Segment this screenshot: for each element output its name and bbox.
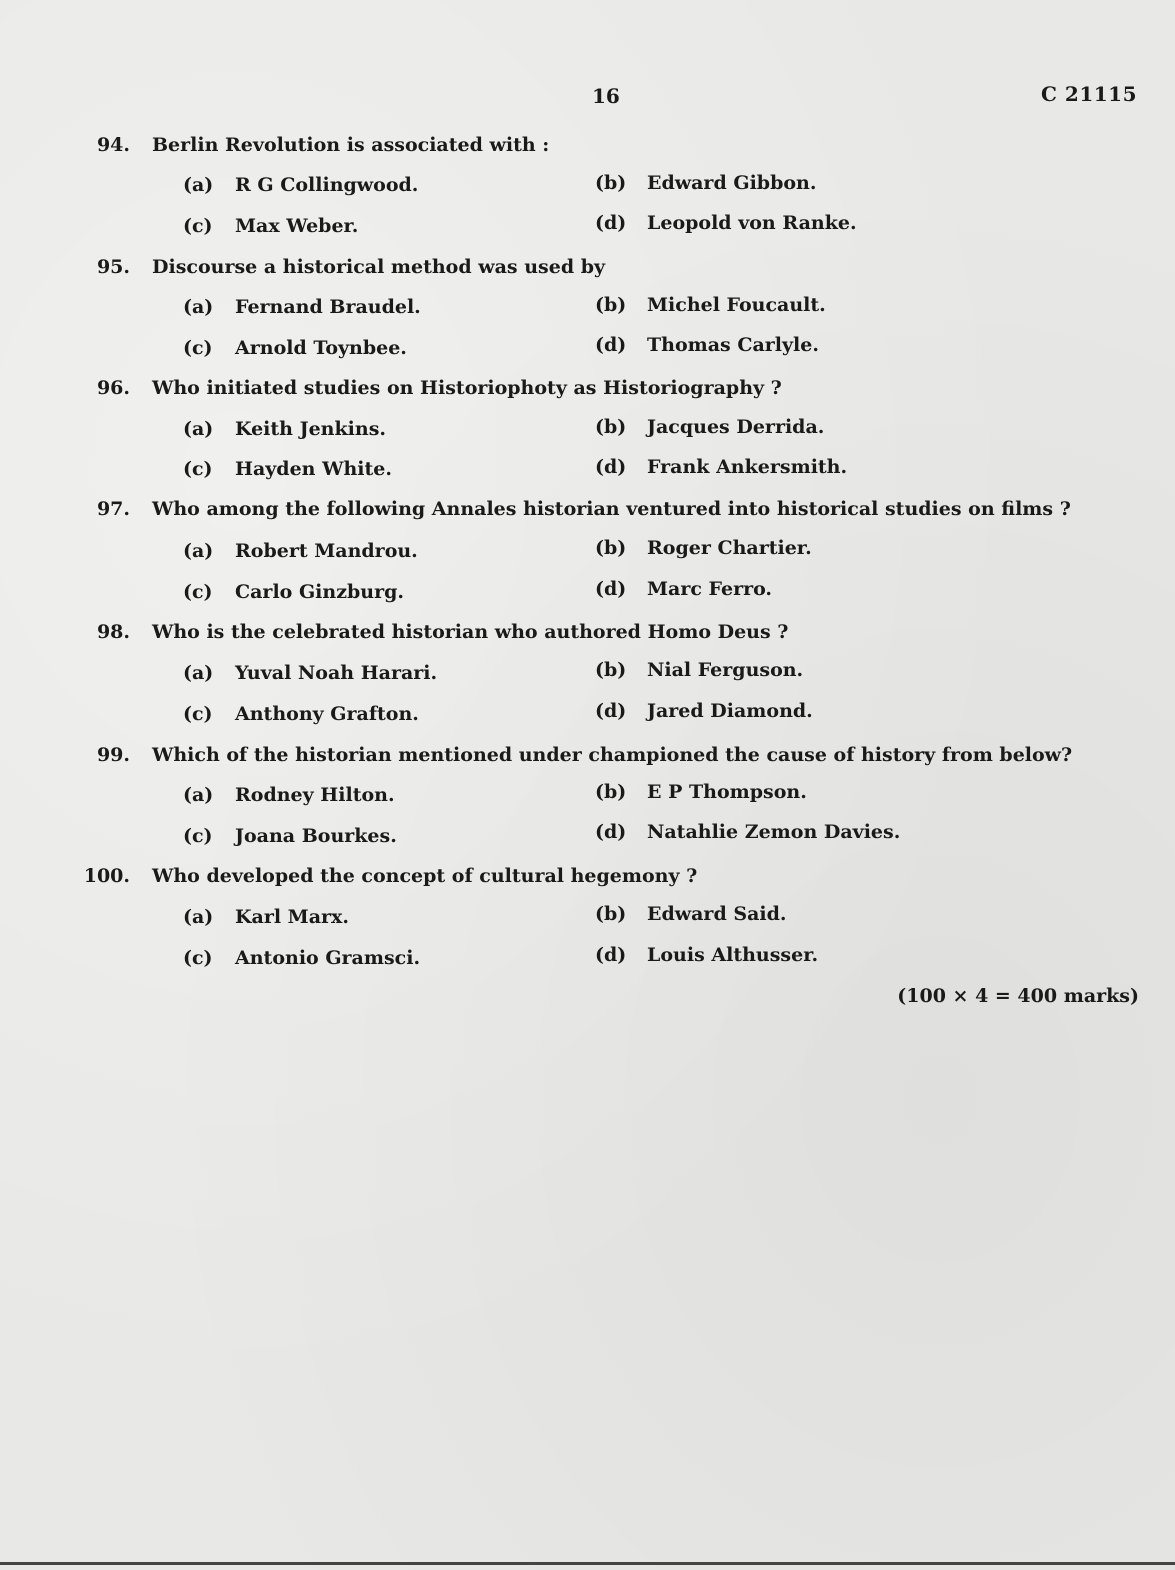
option-d [595, 821, 900, 843]
option-letter: (b) [595, 294, 627, 316]
option-letter: (c) [183, 947, 213, 969]
question-text: Who among the following Annales historian ventured into historical studies on films ? [152, 498, 1071, 520]
option-text: Michel Foucault. [647, 294, 826, 316]
option-text: Edward Gibbon. [647, 172, 817, 194]
question-text: Who initiated studies on Historiophoty as Historiography ? [152, 377, 782, 399]
question-text: Discourse a historical method was used by [152, 256, 606, 278]
option-d [595, 456, 847, 478]
option-letter: (c) [183, 703, 213, 725]
question-number: 97. [96, 498, 130, 520]
option-d [595, 334, 819, 356]
option-a [183, 540, 418, 562]
page-number: 16 [592, 84, 620, 108]
option-text: E P Thompson. [647, 781, 807, 803]
question-text: Who is the celebrated historian who authored Homo Deus ? [152, 621, 789, 643]
option-c [183, 337, 407, 359]
option-text: Max Weber. [235, 215, 359, 237]
option-d [595, 212, 857, 234]
option-b [595, 416, 824, 438]
option-text: Natahlie Zemon Davies. [647, 821, 901, 843]
option-c [183, 581, 404, 603]
option-d [595, 578, 772, 600]
total-marks: (100 × 4 = 400 marks) [897, 985, 1139, 1007]
question-number: 98. [96, 621, 130, 643]
option-text: Marc Ferro. [647, 578, 773, 600]
question-number: 96. [96, 377, 130, 399]
option-letter: (c) [183, 337, 213, 359]
option-text: Antonio Gramsci. [235, 947, 421, 969]
option-text: Louis Althusser. [647, 944, 819, 966]
option-text: Arnold Toynbee. [235, 337, 407, 359]
option-text: Rodney Hilton. [235, 784, 395, 806]
option-letter: (d) [595, 212, 627, 234]
option-text: Leopold von Ranke. [647, 212, 857, 234]
option-letter: (a) [183, 906, 214, 928]
option-b [595, 537, 812, 559]
option-letter: (a) [183, 174, 214, 196]
option-letter: (a) [183, 540, 214, 562]
option-letter: (a) [183, 296, 214, 318]
option-letter: (b) [595, 537, 627, 559]
option-text: Keith Jenkins. [235, 418, 387, 440]
option-c [183, 215, 358, 237]
question-number: 95. [96, 256, 130, 278]
option-c [183, 458, 392, 480]
option-a [183, 296, 421, 318]
option-letter: (c) [183, 825, 213, 847]
option-letter: (d) [595, 334, 627, 356]
option-text: Frank Ankersmith. [647, 456, 848, 478]
question-text: Who developed the concept of cultural hegemony ? [152, 865, 698, 887]
option-c [183, 825, 397, 847]
option-a [183, 174, 418, 196]
option-text: Karl Marx. [235, 906, 349, 928]
option-letter: (b) [595, 416, 627, 438]
option-text: Joana Bourkes. [235, 825, 397, 847]
option-d [595, 700, 813, 722]
option-text: Fernand Braudel. [235, 296, 421, 318]
option-letter: (a) [183, 662, 214, 684]
paper-code: C 21115 [1041, 82, 1137, 106]
option-a [183, 784, 395, 806]
option-a [183, 662, 437, 684]
question-text: Which of the historian mentioned under championed the cause of history from below? [152, 744, 1073, 766]
option-c [183, 947, 420, 969]
option-text: Robert Mandrou. [235, 540, 418, 562]
option-text: Anthony Grafton. [235, 703, 419, 725]
option-letter: (a) [183, 418, 214, 440]
option-text: R G Collingwood. [235, 174, 419, 196]
option-letter: (c) [183, 581, 213, 603]
option-a [183, 418, 386, 440]
option-a [183, 906, 349, 928]
option-b [595, 172, 816, 194]
option-text: Yuval Noah Harari. [235, 662, 438, 684]
option-d [595, 944, 818, 966]
option-b [595, 294, 826, 316]
bottom-rule [0, 1562, 1175, 1565]
option-text: Hayden White. [235, 458, 392, 480]
option-b [595, 903, 787, 925]
question-number: 94. [96, 134, 130, 156]
option-text: Nial Ferguson. [647, 659, 804, 681]
option-b [595, 781, 807, 803]
question-number: 100. [83, 865, 130, 887]
option-letter: (b) [595, 659, 627, 681]
option-text: Roger Chartier. [647, 537, 812, 559]
option-letter: (d) [595, 700, 627, 722]
option-b [595, 659, 803, 681]
option-letter: (a) [183, 784, 214, 806]
option-letter: (c) [183, 458, 213, 480]
option-text: Jacques Derrida. [647, 416, 825, 438]
option-text: Edward Said. [647, 903, 787, 925]
option-text: Jared Diamond. [647, 700, 813, 722]
option-text: Carlo Ginzburg. [235, 581, 405, 603]
option-letter: (d) [595, 821, 627, 843]
option-letter: (b) [595, 781, 627, 803]
option-letter: (b) [595, 172, 627, 194]
option-letter: (d) [595, 456, 627, 478]
question-text: Berlin Revolution is associated with : [152, 134, 550, 156]
option-c [183, 703, 419, 725]
option-letter: (d) [595, 944, 627, 966]
question-number: 99. [96, 744, 130, 766]
option-letter: (c) [183, 215, 213, 237]
option-text: Thomas Carlyle. [647, 334, 819, 356]
option-letter: (d) [595, 578, 627, 600]
option-letter: (b) [595, 903, 627, 925]
